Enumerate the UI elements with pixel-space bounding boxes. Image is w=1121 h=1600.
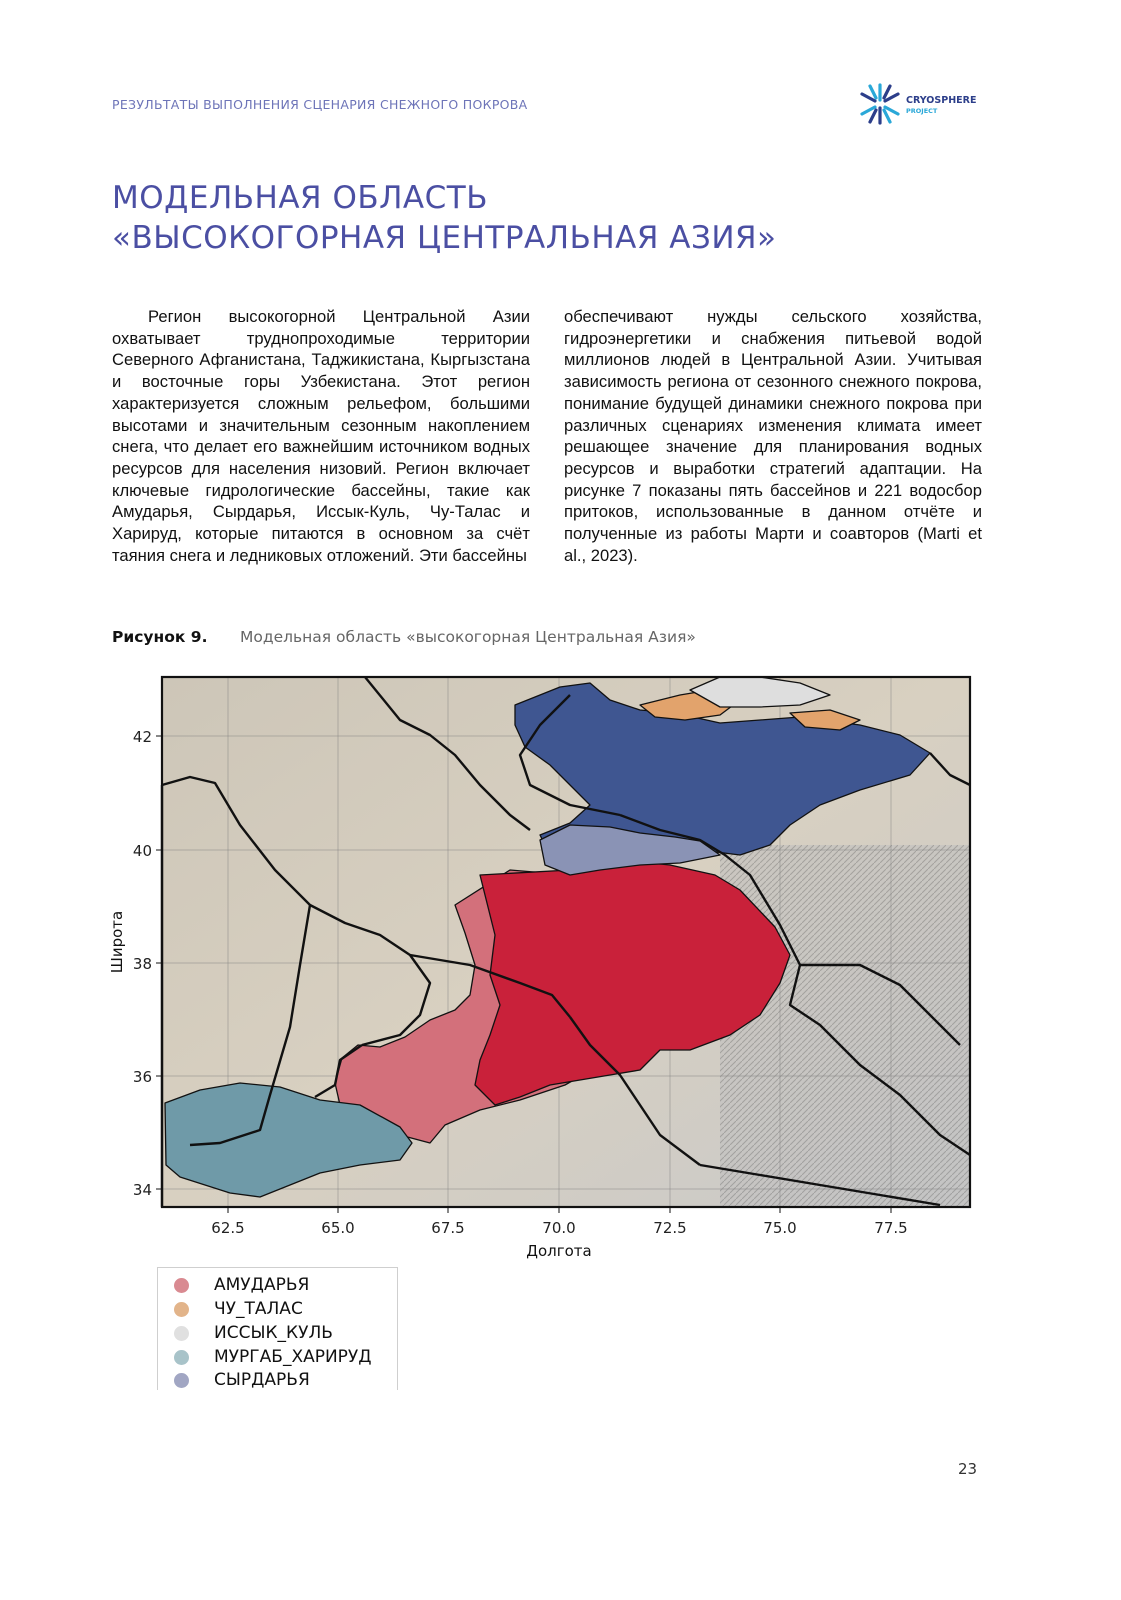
page-title xyxy=(112,178,992,258)
figure-caption-text: Модельная область «высокогорная Центральная Азия» xyxy=(240,628,696,646)
figure-caption xyxy=(112,628,696,646)
legend-item-murgab-harirud xyxy=(174,1346,372,1368)
logo-line2: PROJECT xyxy=(906,107,938,115)
y-tick-40: 40 xyxy=(132,842,152,860)
body-left-column: Регион высокогорной Центральной Азии охватывает труднопроходимые территории Северного Афганистана, Таджикистана, Кыргызстана и восточные горы Узбекистана. Этот регион характеризуется сложным рельефом, большими высотами и значительным сезонным накоплением снега, что делает его важнейшим источником водных ресурсов для населения низовий. Регион включает ключевые гидрологические бассейны, такие как Амударья, Сырдарья, Иссык-Куль, Чу-Талас и Харируд, которые питаются в основном за счёт таяния снега и ледниковых отложений. Эти бассейны xyxy=(112,307,530,565)
x-tick-70-0: 70.0 xyxy=(542,1219,576,1237)
y-tick-36: 36 xyxy=(132,1068,152,1086)
logo-text xyxy=(906,95,976,117)
legend-label: МУРГАБ_ХАРИРУД xyxy=(214,1347,372,1367)
logo-line1: CRYOSPHERE xyxy=(906,95,977,106)
legend-label: СЫРДАРЬЯ xyxy=(214,1370,310,1390)
legend-item-amudarya xyxy=(174,1274,309,1296)
x-tick-77-5: 77.5 xyxy=(874,1219,908,1237)
running-header: РЕЗУЛЬТАТЫ ВЫПОЛНЕНИЯ СЦЕНАРИЯ СНЕЖНОГО ПОКРОВА xyxy=(112,97,528,112)
x-tick-67-5: 67.5 xyxy=(431,1219,465,1237)
title-line1: МОДЕЛЬНАЯ ОБЛАСТЬ xyxy=(112,180,488,216)
legend-item-syrdarya xyxy=(174,1369,310,1391)
legend-item-chu-talas xyxy=(174,1298,303,1320)
x-axis-label: Долгота xyxy=(526,1242,592,1260)
y-tick-38: 38 xyxy=(132,955,152,973)
snowflake-icon xyxy=(858,82,904,126)
y-tick-42: 42 xyxy=(132,728,152,746)
figure-label: Рисунок 9. xyxy=(112,628,208,646)
y-axis xyxy=(108,728,162,1199)
legend-swatch xyxy=(174,1326,189,1341)
relief-hatching xyxy=(720,845,970,1207)
y-axis-label: Широта xyxy=(108,910,126,974)
x-tick-72-5: 72.5 xyxy=(653,1219,687,1237)
page-number: 23 xyxy=(958,1460,978,1478)
title-line2: «ВЫСОКОГОРНАЯ ЦЕНТРАЛЬНАЯ АЗИЯ» xyxy=(112,220,777,256)
legend-item-issyk-kul xyxy=(174,1322,333,1344)
basin-map xyxy=(100,665,990,1275)
x-tick-75-0: 75.0 xyxy=(763,1219,797,1237)
x-tick-65-0: 65.0 xyxy=(321,1219,355,1237)
x-axis xyxy=(211,1207,907,1260)
map-legend xyxy=(157,1267,398,1390)
body-right-column: обеспечивают нужды сельского хозяйства, гидроэнергетики и снабжения питьевой водой миллионов людей в Центральной Азии. Учитывая зависимость региона от сезонного снежного покрова, понимание будущей динамики снежного покрова при различных сценариях изменения климата имеет решающее значение для планирования водных ресурсов и выработки стратегий адаптации. На рисунке 7 показаны пять бассейнов и 221 водосбор притоков, использованные в данном отчёте и полученные из работы Марти и соавторов (Marti et al., 2023). xyxy=(564,307,982,565)
y-tick-34: 34 xyxy=(132,1181,152,1199)
legend-swatch xyxy=(174,1302,189,1317)
legend-label: ЧУ_ТАЛАС xyxy=(214,1299,303,1319)
x-tick-62-5: 62.5 xyxy=(211,1219,245,1237)
legend-swatch xyxy=(174,1373,189,1388)
legend-label: АМУДАРЬЯ xyxy=(214,1275,310,1295)
legend-swatch xyxy=(174,1350,189,1365)
basin-map-figure xyxy=(100,665,990,1275)
legend-swatch xyxy=(174,1278,189,1293)
legend-label: ИССЫК_КУЛЬ xyxy=(214,1323,333,1343)
cryosphere-logo xyxy=(858,82,988,126)
